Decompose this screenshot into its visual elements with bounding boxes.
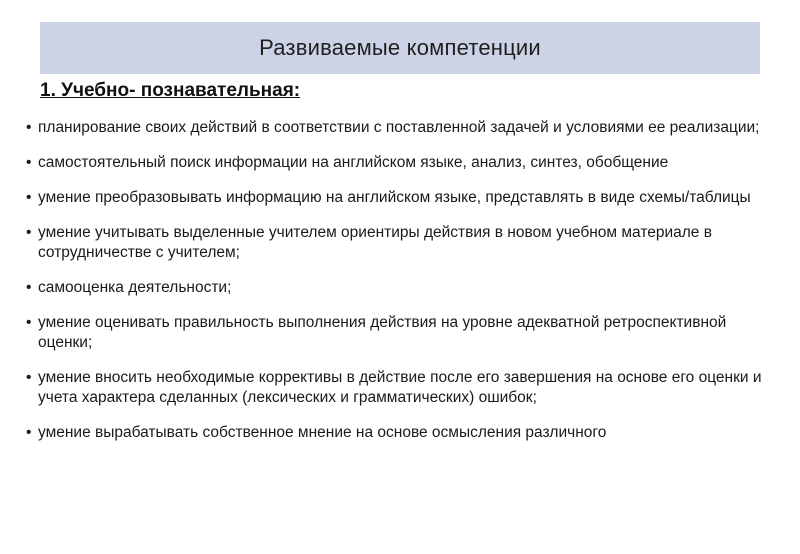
bullet-icon: • xyxy=(26,279,32,296)
list-item xyxy=(26,223,771,263)
slide-title: Развиваемые компетенции xyxy=(259,35,541,60)
list-item xyxy=(26,278,771,298)
list-item-text: самооценка деятельности; xyxy=(38,279,232,296)
list-item xyxy=(26,368,771,408)
bullet-icon: • xyxy=(26,424,32,441)
competency-list xyxy=(26,118,771,458)
bullet-icon: • xyxy=(26,224,32,241)
bullet-icon: • xyxy=(26,119,32,136)
list-item-text: планирование своих действий в соответствии с поставленной задачей и условиями ее реализации; xyxy=(38,119,760,136)
bullet-icon: • xyxy=(26,314,32,331)
bullet-icon: • xyxy=(26,154,32,171)
list-item xyxy=(26,423,771,443)
list-item xyxy=(26,188,771,208)
list-item-text: умение оценивать правильность выполнения действия на уровне адекватной ретроспективной оценки; xyxy=(38,314,727,351)
list-item-text: умение преобразовывать информацию на английском языке, представлять в виде схемы/таблицы xyxy=(38,189,751,206)
list-item xyxy=(26,153,771,173)
list-item-text: самостоятельный поиск информации на английском языке, анализ, синтез, обобщение xyxy=(38,154,669,171)
section-heading: 1. Учебно- познавательная: xyxy=(40,80,301,101)
bullet-icon: • xyxy=(26,189,32,206)
title-bar xyxy=(40,22,760,74)
list-item xyxy=(26,118,771,138)
bullet-icon: • xyxy=(26,369,32,386)
list-item xyxy=(26,313,771,353)
list-item-text: умение вырабатывать собственное мнение на основе осмысления различного xyxy=(38,424,607,441)
list-item-text: умение учитывать выделенные учителем ориентиры действия в новом учебном материале в сотрудничестве с учителем; xyxy=(38,224,712,261)
list-item-text: умение вносить необходимые коррективы в действие после его завершения на основе его оценки и учета характера сделанных (лексических и грамматических) ошибок; xyxy=(38,369,762,406)
